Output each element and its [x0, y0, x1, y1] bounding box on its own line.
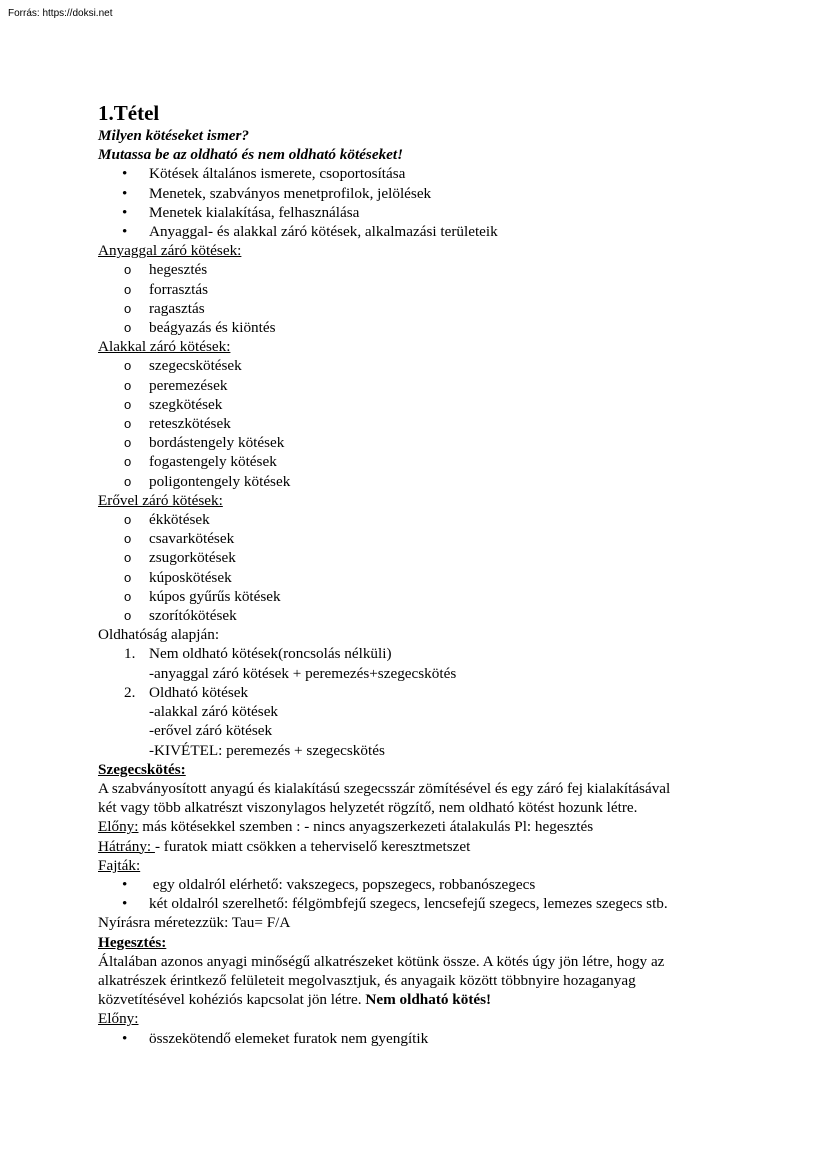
list-subitem: -anyaggal záró kötések + peremezés+szegecskötés [149, 664, 457, 682]
nyiras-line: Nyírásra méretezzük: Tau= F/A [98, 914, 291, 932]
szegecs-hatrany: Hátrány: - furatok miatt csökken a teherviselő keresztmetszet [98, 837, 471, 855]
circle-bullet-icon: o [124, 608, 132, 624]
erovel-heading: Erővel záró kötések: [98, 491, 223, 509]
topic-list [98, 164, 788, 241]
circle-bullet-icon: o [124, 531, 132, 547]
szegecs-elony: Előny: más kötésekkel szemben : - nincs anyagszerkezeti átalakulás Pl: hegesztés [98, 818, 594, 836]
bullet-icon: • [122, 203, 128, 221]
list-item: o szorítókötések [124, 607, 237, 625]
elony-label: Előny: [98, 818, 139, 836]
list-item: o szegkötések [124, 395, 223, 413]
szegecs-text-line: A szabványosított anyagú és kialakítású szegecsszár zömítésével és egy záró fej kialakításával [98, 779, 671, 797]
list-item: o beágyazás és kiöntés [124, 319, 276, 337]
list-item: 1. Nem oldható kötések(roncsolás nélküli) [124, 645, 392, 663]
circle-bullet-icon: o [124, 281, 132, 297]
question-1: Milyen kötéseket ismer? [98, 127, 250, 144]
circle-bullet-icon: o [124, 473, 132, 489]
list-item: o poligontengely kötések [124, 472, 291, 490]
szegecs-text-line: két vagy több alkatrészt viszonylagos helyzetét rögzítő, nem oldható kötést hozunk létre. [98, 799, 638, 817]
circle-bullet-icon: o [124, 396, 132, 412]
hegesztes-text-line: közvetítésével kohéziós kapcsolat jön létre. Nem oldható kötés! [98, 991, 492, 1009]
circle-bullet-icon: o [124, 588, 132, 604]
list-item: o zsugorkötések [124, 549, 236, 567]
circle-bullet-icon: o [124, 300, 132, 316]
list-item: o szegecskötések [124, 357, 242, 375]
hegesztes-elony-label: Előny: [98, 1010, 139, 1028]
list-number: 1. [124, 645, 136, 663]
anyaggal-list [98, 260, 788, 337]
bullet-icon: • [122, 875, 128, 893]
list-item: o hegesztés [124, 261, 208, 279]
circle-bullet-icon: o [124, 550, 132, 566]
list-item: • két oldalról szerelhető: félgömbfejű szegecs, lencsefejű szegecs, lemezes szegecs stb. [122, 895, 668, 913]
szegecs-heading: Szegecskötés: [98, 760, 186, 778]
anyaggal-heading: Anyaggal záró kötések: [98, 242, 242, 260]
list-item: o csavarkötések [124, 530, 235, 548]
bullet-icon: • [122, 184, 128, 202]
circle-bullet-icon: o [124, 377, 132, 393]
bullet-icon: • [122, 1029, 128, 1047]
bullet-icon: • [122, 165, 128, 183]
bullet-icon: • [122, 223, 128, 241]
list-item: o kúposkötések [124, 568, 232, 586]
list-number: 2. [124, 683, 136, 701]
list-item: o peremezések [124, 376, 228, 394]
bullet-icon: • [122, 895, 128, 913]
list-item: o ékkötések [124, 511, 210, 529]
list-item: • Anyaggal- és alakkal záró kötések, alkalmazási területeik [122, 223, 498, 241]
list-item: o bordástengely kötések [124, 434, 285, 452]
list-item: • Menetek, szabványos menetprofilok, jelölések [122, 184, 432, 202]
fajtak-list [98, 875, 788, 913]
circle-bullet-icon: o [124, 262, 132, 278]
alakkal-heading: Alakkal záró kötések: [98, 338, 231, 356]
circle-bullet-icon: o [124, 320, 132, 336]
list-subitem: -KIVÉTEL: peremezés + szegecskötés [149, 741, 385, 759]
question-2: Mutassa be az oldható és nem oldható kötéseket! [98, 146, 404, 164]
circle-bullet-icon: o [124, 358, 132, 374]
oldhatosag-heading: Oldhatóság alapján: [98, 626, 220, 644]
circle-bullet-icon: o [124, 512, 132, 528]
circle-bullet-icon: o [124, 416, 132, 432]
circle-bullet-icon: o [124, 435, 132, 451]
list-item: • összekötendő elemeket furatok nem gyengítik [122, 1029, 429, 1047]
list-subitem: -alakkal záró kötések [149, 703, 279, 721]
page-title: 1.Tétel [98, 101, 160, 125]
document-page [98, 100, 788, 1048]
list-item: • egy oldalról elérhető: vakszegecs, popszegecs, robbanószegecs [122, 875, 536, 893]
erovel-list [98, 510, 788, 625]
list-item: o kúpos gyűrűs kötések [124, 587, 281, 605]
nem-oldhato-note: Nem oldható kötés! [365, 991, 492, 1009]
circle-bullet-icon: o [124, 569, 132, 585]
hegesztes-heading: Hegesztés: [98, 933, 167, 951]
source-note: Forrás: https://doksi.net [8, 8, 113, 19]
list-item: o ragasztás [124, 299, 205, 317]
hegesztes-text-line: alkatrészek érintkező felületeit megolvasztjuk, és anyagaik között többnyire hozaganyag [98, 971, 636, 989]
hegesztes-text-line: Általában azonos anyagi minőségű alkatrészeket kötünk össze. A kötés úgy jön létre, hogy az [98, 952, 665, 970]
list-item: o reteszkötések [124, 415, 231, 433]
list-item: o fogastengely kötések [124, 453, 277, 471]
hegesztes-elony-list [98, 1029, 788, 1048]
oldhatosag-list [98, 644, 788, 759]
list-item: 2. Oldható kötések [124, 683, 249, 701]
list-subitem: -erővel záró kötések [149, 722, 273, 740]
alakkal-list [98, 356, 788, 490]
list-item: • Menetek kialakítása, felhasználása [122, 203, 360, 221]
list-item: • Kötések általános ismerete, csoportosítása [122, 165, 406, 183]
circle-bullet-icon: o [124, 454, 132, 470]
hatrany-label: Hátrány: [98, 837, 155, 855]
list-item: o forrasztás [124, 280, 209, 298]
fajtak-label: Fajták: [98, 856, 141, 874]
